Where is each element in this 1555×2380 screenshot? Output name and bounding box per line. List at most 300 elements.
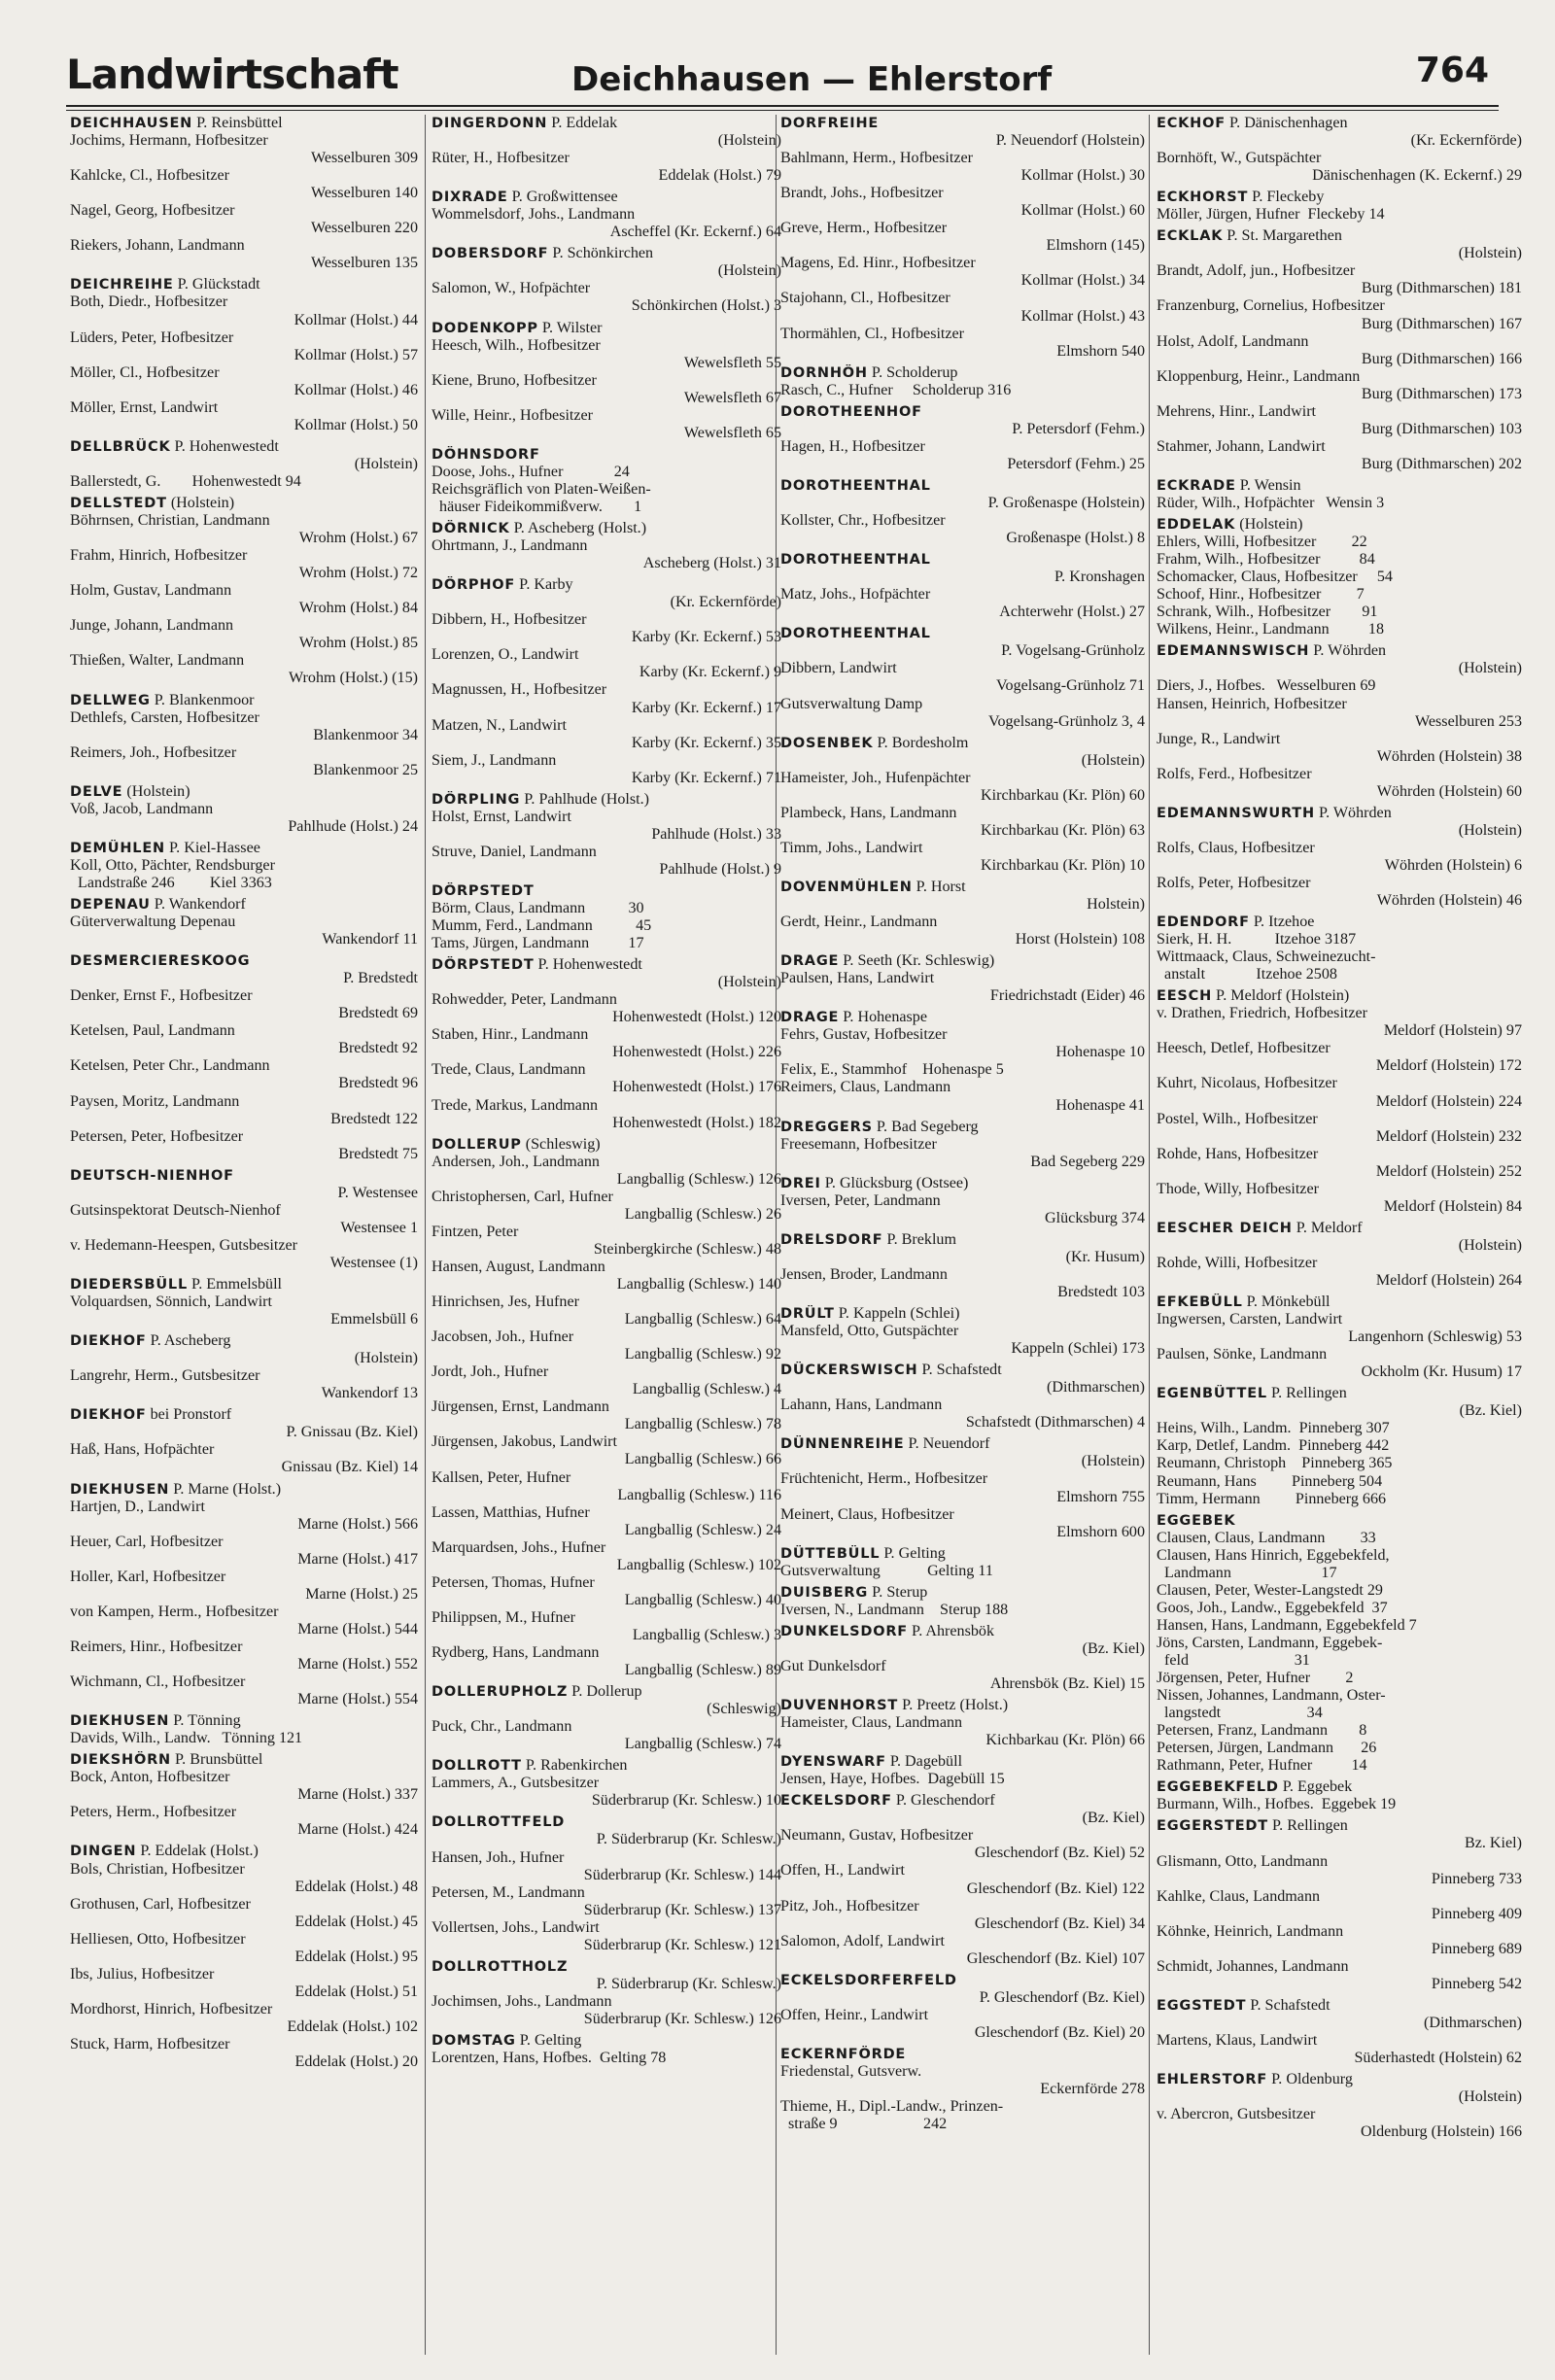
entry-location-line: Kirchbarkau (Kr. Plön) 10 xyxy=(981,856,1145,874)
entry-location-line: Petersdorf (Fehm.) 25 xyxy=(1007,455,1145,472)
entry-line: Lüders, Peter, Hofbesitzer xyxy=(70,328,234,346)
place-postal-info: P. Ascheberg xyxy=(146,1332,231,1350)
place-name: DÜNNENREIHE xyxy=(780,1436,905,1453)
place-heading xyxy=(432,320,781,337)
entry-location-line: Meldorf (Holstein) 252 xyxy=(1375,1162,1522,1180)
place-heading xyxy=(70,1332,418,1350)
place-heading xyxy=(432,189,781,206)
entry-location-line: Marne (Holst.) 417 xyxy=(297,1550,418,1568)
entry-line: Plambeck, Hans, Landmann xyxy=(780,804,957,821)
entry-line: Staben, Hinr., Landmann xyxy=(432,1026,589,1044)
entry-location-line: Eddelak (Holst.) 20 xyxy=(294,2053,418,2071)
page-header xyxy=(66,51,1497,109)
place-postal-info: P. Wankendorf xyxy=(150,896,246,914)
place-postal-info: P. Blankenmoor xyxy=(150,691,255,708)
entry-location-line: Karby (Kr. Eckernf.) 9 xyxy=(639,664,781,681)
place-name: DYENSWARF xyxy=(780,1754,886,1771)
place-postal-info: bei Pronstorf xyxy=(146,1406,232,1424)
entry-line: Rüder, Wilh., Hofpächter Wensin 3 xyxy=(1157,494,1385,511)
entry-location-line: Kollmar (Holst.) 34 xyxy=(1020,272,1145,290)
place-heading xyxy=(1157,516,1522,534)
entry-line: Bock, Anton, Hofbesitzer xyxy=(70,1769,230,1786)
entry-location-line: P. Süderbrarup (Kr. Schlesw.) xyxy=(596,1975,781,1992)
entry-location-line: Bredstedt 122 xyxy=(330,1110,418,1127)
entry-location-line: Gnissau (Bz. Kiel) 14 xyxy=(281,1459,418,1476)
entry-line: Wommelsdorf, Johs., Landmann xyxy=(432,206,636,224)
entry-location-line: Holstein) xyxy=(1087,896,1145,914)
place-heading xyxy=(780,551,1145,569)
entry-line: Helliesen, Otto, Hofbesitzer xyxy=(70,1930,246,1948)
place-heading xyxy=(70,1481,418,1499)
entry-line: Neumann, Gustav, Hofbesitzer xyxy=(780,1827,974,1845)
entry-location-line: Elmshorn 600 xyxy=(1056,1523,1145,1540)
place-heading xyxy=(70,115,418,132)
entry-location-line: Karby (Kr. Eckernf.) 35 xyxy=(631,734,781,751)
entry-location-line: (Holstein) xyxy=(354,1350,418,1367)
entry-line: Güterverwaltung Depenau xyxy=(70,914,236,931)
entry-line: Schrank, Wilh., Hofbesitzer 91 xyxy=(1157,604,1378,621)
entry-line: Hansen, Hans, Landmann, Eggebekfeld 7 xyxy=(1157,1616,1417,1634)
entry-line: langstedt 34 xyxy=(1157,1705,1323,1722)
entry-line: Holst, Adolf, Landmann xyxy=(1157,332,1309,350)
entry-location-line: Langballig (Schlesw.) 24 xyxy=(624,1521,781,1538)
entry-location-line: Kollmar (Holst.) 44 xyxy=(294,311,418,328)
entry-line: Jürgensen, Ernst, Landmann xyxy=(432,1398,609,1416)
place-heading xyxy=(1157,189,1522,206)
entry-line: Timm, Hermann Pinneberg 666 xyxy=(1157,1490,1387,1507)
entry-location-line: Pinneberg 689 xyxy=(1431,1940,1522,1957)
entry-location-line: (Kr. Eckernförde) xyxy=(1410,132,1522,150)
place-name: DORFREIHE xyxy=(780,116,880,131)
entry-line: Stuck, Harm, Hofbesitzer xyxy=(70,2035,230,2052)
place-name: DOMSTAG xyxy=(432,2032,516,2049)
entry-line: Goos, Joh., Landw., Eggebekfeld 37 xyxy=(1157,1599,1388,1616)
place-heading xyxy=(1157,477,1522,495)
entry-line: häuser Fideikommißverw. 1 xyxy=(432,498,642,515)
entry-location-line: Wrohm (Holst.) (15) xyxy=(289,670,418,687)
entry-location-line: Eddelak (Holst.) 45 xyxy=(294,1913,418,1930)
entry-line: Offen, H., Landwirt xyxy=(780,1862,905,1880)
place-name: DRÜLT xyxy=(780,1306,835,1323)
entry-location-line: Kollmar (Holst.) 50 xyxy=(294,416,418,433)
place-postal-info: P. Oldenburg xyxy=(1267,2071,1353,2088)
entry-location-line: Emmelsbüll 6 xyxy=(330,1311,418,1328)
entry-location-line: P. Süderbrarup (Kr. Schlesw.) xyxy=(596,1831,781,1848)
place-heading xyxy=(780,2046,1145,2063)
entry-line: Paysen, Moritz, Landmann xyxy=(70,1092,240,1110)
entry-line: Marquardsen, Johs., Hufner xyxy=(432,1538,606,1556)
entry-location-line: Wrohm (Holst.) 84 xyxy=(298,600,418,617)
entry-location-line: Hohenwestedt (Holst.) 176 xyxy=(612,1079,781,1096)
entry-line: Rüter, H., Hofbesitzer xyxy=(432,150,570,167)
entry-location-line: Ahrensbök (Bz. Kiel) 15 xyxy=(989,1674,1145,1692)
entry-line: Kiene, Bruno, Hofbesitzer xyxy=(432,371,597,389)
place-postal-info: P. Glückstadt xyxy=(173,276,260,293)
place-name: DOSENBEK xyxy=(780,735,874,751)
place-postal-info: P. Itzehoe xyxy=(1249,914,1315,931)
place-name: DIEDERSBÜLL xyxy=(70,1277,188,1293)
entry-line: Frahm, Wilh., Hofbesitzer 84 xyxy=(1157,551,1375,569)
entry-line: Franzenburg, Cornelius, Hofbesitzer xyxy=(1157,297,1385,315)
place-name: EDENDORF xyxy=(1157,914,1250,931)
entry-location-line: Burg (Dithmarschen) 173 xyxy=(1361,385,1522,402)
entry-location-line: P. Neuendorf (Holstein) xyxy=(995,132,1145,150)
place-name: EGENBÜTTEL xyxy=(1157,1386,1267,1402)
place-heading xyxy=(432,1683,781,1701)
entry-location-line: Bz. Kiel) xyxy=(1465,1835,1522,1852)
place-name: DOLLROTTFELD xyxy=(432,1814,566,1831)
place-heading xyxy=(780,1972,1145,1989)
entry-location-line: Meldorf (Holstein) 172 xyxy=(1375,1057,1522,1075)
entry-location-line: Ascheffel (Kr. Eckernf.) 64 xyxy=(609,224,781,241)
entry-location-line: Bredstedt 103 xyxy=(1057,1284,1145,1300)
place-postal-info: P. Hohenwestedt xyxy=(534,956,642,974)
entry-line: Früchtenicht, Herm., Hofbesitzer xyxy=(780,1470,988,1488)
entry-line: v. Drathen, Friedrich, Hofbesitzer xyxy=(1157,1005,1368,1022)
place-postal-info: P. St. Margarethen xyxy=(1223,227,1342,245)
entry-line: Offen, Heinr., Landwirt xyxy=(780,2006,929,2023)
place-heading xyxy=(780,1623,1145,1640)
place-postal-info: (Holstein) xyxy=(122,782,190,800)
entry-line: Clausen, Claus, Landmann 33 xyxy=(1157,1529,1376,1546)
entry-line: Lorenzen, O., Landwirt xyxy=(432,646,579,664)
entry-line: Kloppenburg, Heinr., Landmann xyxy=(1157,367,1361,385)
entry-location-line: Langballig (Schlesw.) 4 xyxy=(632,1381,781,1398)
place-name: DÖRPSTEDT xyxy=(432,957,535,974)
place-heading xyxy=(1157,914,1522,931)
entry-line: Wilkens, Heinr., Landmann 18 xyxy=(1157,621,1385,638)
entry-line: Langrehr, Herm., Gutsbesitzer xyxy=(70,1367,260,1385)
entry-line: Matzen, N., Landwirt xyxy=(432,716,567,734)
entry-location-line: Blankenmoor 25 xyxy=(313,761,418,778)
place-postal-info: P. Schafstedt xyxy=(1246,1996,1330,2014)
entry-line: Landmann 17 xyxy=(1157,1564,1337,1581)
place-heading xyxy=(432,520,781,537)
entry-location-line: Wrohm (Holst.) 67 xyxy=(298,530,418,547)
entry-line: Rasch, C., Hufner Scholderup 316 xyxy=(780,381,1012,398)
entry-location-line: Wewelsfleth 55 xyxy=(683,354,781,371)
place-postal-info: P. Tönning xyxy=(169,1712,241,1730)
entry-location-line: (Bz. Kiel) xyxy=(1082,1639,1145,1657)
entry-line: Karp, Detlef, Landm. Pinneberg 442 xyxy=(1157,1437,1390,1455)
entry-location-line: (Holstein) xyxy=(354,455,418,472)
place-postal-info: P. Gelting xyxy=(515,2031,582,2049)
place-heading xyxy=(780,115,1145,132)
place-name: DOBERSDORF xyxy=(432,246,549,262)
entry-line: Hansen, Heinrich, Hofbesitzer xyxy=(1157,695,1347,712)
entry-line: Petersen, Peter, Hofbesitzer xyxy=(70,1127,244,1145)
entry-location-line: Wesselburen 220 xyxy=(311,220,418,237)
entry-location-line: Dänischenhagen (K. Eckernf.) 29 xyxy=(1312,167,1522,185)
entry-location-line: Steinbergkirche (Schlesw.) 48 xyxy=(593,1240,781,1258)
entry-location-line: Eddelak (Holst.) 51 xyxy=(294,1983,418,2000)
entry-line: Bornhöft, W., Gutspächter xyxy=(1157,150,1322,167)
entry-location-line: Marne (Holst.) 566 xyxy=(297,1515,418,1533)
entry-line: Fintzen, Peter xyxy=(432,1223,519,1240)
entry-line: Andersen, Joh., Landmann xyxy=(432,1153,600,1170)
entry-line: Peters, Herm., Hofbesitzer xyxy=(70,1804,237,1821)
entry-location-line: Langballig (Schlesw.) 66 xyxy=(624,1451,781,1468)
place-postal-info: P. Meldorf xyxy=(1292,1219,1363,1236)
place-name: DOROTHEENTHAL xyxy=(780,552,931,569)
entry-location-line: Wewelsfleth 67 xyxy=(683,389,781,406)
place-name: ECKHORST xyxy=(1157,190,1249,206)
place-postal-info: P. Eddelak (Holst.) xyxy=(136,1843,259,1860)
entry-line: Magens, Ed. Hinr., Hofbesitzer xyxy=(780,255,976,272)
entry-location-line: Pahlhude (Holst.) 24 xyxy=(288,817,418,835)
place-name: DELLSTEDT xyxy=(70,495,167,511)
place-name: DELLWEG xyxy=(70,692,151,708)
entry-location-line: (Kr. Eckernförde) xyxy=(670,594,781,611)
entry-line: Köhnke, Heinrich, Landmann xyxy=(1157,1922,1344,1940)
entry-line: Holm, Gustav, Landmann xyxy=(70,582,232,600)
place-name: DÖRPLING xyxy=(432,791,521,808)
column-divider xyxy=(425,115,426,2355)
place-name: ECKHOF xyxy=(1157,116,1226,131)
place-postal-info: P. Meldorf (Holstein) xyxy=(1212,987,1350,1005)
place-name: DOLLROTT xyxy=(432,1758,522,1775)
entry-line: Doose, Johs., Hufner 24 xyxy=(432,463,630,480)
place-name: DEICHREIHE xyxy=(70,277,174,293)
place-postal-info: P. Dollerup xyxy=(568,1683,642,1701)
entry-location-line: Süderbrarup (Kr. Schlesw.) 10 xyxy=(591,1792,781,1810)
place-heading xyxy=(780,1305,1145,1323)
entry-line: von Kampen, Herm., Hofbesitzer xyxy=(70,1603,279,1620)
entry-location-line: Marne (Holst.) 554 xyxy=(297,1691,418,1708)
entry-line: Kahlke, Claus, Landmann xyxy=(1157,1887,1321,1905)
entry-location-line: P. Großenaspe (Holstein) xyxy=(987,494,1145,511)
place-name: DEUTSCH-NIENHOF xyxy=(70,1167,234,1184)
entry-line: Reumann, Christoph Pinneberg 365 xyxy=(1157,1455,1393,1472)
entry-location-line: Vogelsang-Grünholz 3, 4 xyxy=(987,712,1145,730)
entry-line: Reimers, Joh., Hofbesitzer xyxy=(70,743,237,761)
entry-location-line: Marne (Holst.) 552 xyxy=(297,1655,418,1673)
entry-location-line: Oldenburg (Holstein) 166 xyxy=(1361,2123,1522,2141)
entry-line: Bahlmann, Herm., Hofbesitzer xyxy=(780,150,973,167)
place-name: DRAGE xyxy=(780,1010,840,1026)
place-heading xyxy=(70,896,418,914)
entry-location-line: Pahlhude (Holst.) 33 xyxy=(651,825,781,843)
entry-location-line: Kirchbarkau (Kr. Plön) 63 xyxy=(981,821,1145,839)
place-postal-info: P. Sterup xyxy=(868,1583,928,1601)
place-heading xyxy=(70,952,418,970)
entry-line: Vollertsen, Johs., Landwirt xyxy=(432,1918,600,1936)
place-name: DOLLERUPHOLZ xyxy=(432,1684,569,1701)
place-name: EGGERSTEDT xyxy=(1157,1818,1268,1835)
entry-line: v. Abercron, Gutsbesitzer xyxy=(1157,2106,1316,2123)
place-heading xyxy=(1157,227,1522,245)
place-name: ECKRADE xyxy=(1157,477,1236,494)
entry-line: Martens, Klaus, Landwirt xyxy=(1157,2031,1318,2049)
place-postal-info: P. Ascheberg (Holst.) xyxy=(509,520,647,537)
place-name: EESCHER DEICH xyxy=(1157,1220,1293,1236)
entry-location-line: Burg (Dithmarschen) 181 xyxy=(1361,280,1522,297)
place-postal-info: P. Bordesholm xyxy=(873,734,969,751)
place-heading xyxy=(1157,2071,1522,2088)
place-postal-info: P. Reinsbüttel xyxy=(192,115,283,131)
entry-line: Sierk, H. H. Itzehoe 3187 xyxy=(1157,931,1357,949)
entry-location-line: Kollmar (Holst.) 60 xyxy=(1020,202,1145,220)
entry-location-line: Wesselburen 253 xyxy=(1415,712,1522,730)
entry-line: Jensen, Haye, Hofbes. Dagebüll 15 xyxy=(780,1771,1005,1788)
header-rule xyxy=(66,105,1499,107)
place-postal-info: P. Wöhrden xyxy=(1309,642,1387,660)
place-heading xyxy=(70,1843,418,1860)
entry-location-line: Westensee 1 xyxy=(340,1219,418,1236)
entry-location-line: Hohenwestedt (Holst.) 226 xyxy=(612,1044,781,1061)
directory-column-4 xyxy=(1157,115,1522,2360)
entry-location-line: Wankendorf 13 xyxy=(321,1385,418,1402)
entry-location-line: Ockholm (Kr. Husum) 17 xyxy=(1361,1363,1522,1381)
entry-location-line: Langballig (Schlesw.) 3 xyxy=(632,1626,781,1643)
entry-line: Ohrtmann, J., Landmann xyxy=(432,537,588,555)
entry-location-line: (Dithmarschen) xyxy=(1047,1379,1145,1397)
place-heading xyxy=(70,438,418,456)
place-postal-info: P. Gelting xyxy=(880,1544,946,1562)
entry-location-line: Meldorf (Holstein) 84 xyxy=(1383,1197,1522,1215)
place-heading xyxy=(780,1545,1145,1563)
place-name: DELVE xyxy=(70,783,123,800)
place-name: DORNHÖH xyxy=(780,364,868,381)
entry-line: Rohwedder, Peter, Landmann xyxy=(432,991,617,1009)
page-range-title: Deichhausen — Ehlerstorf xyxy=(571,60,1053,99)
place-heading xyxy=(780,879,1145,896)
entry-location-line: Schönkirchen (Holst.) 3 xyxy=(631,297,781,315)
entry-line: Reimers, Claus, Landmann xyxy=(780,1079,951,1096)
place-postal-info: P. Karby xyxy=(515,576,573,594)
entry-line: Ibs, Julius, Hofbesitzer xyxy=(70,1965,215,1983)
entry-location-line: Eddelak (Holst.) 48 xyxy=(294,1878,418,1895)
place-heading xyxy=(1157,1817,1522,1835)
place-heading xyxy=(432,882,781,900)
place-heading xyxy=(70,495,418,512)
place-heading xyxy=(432,1813,781,1831)
place-name: EHLERSTORF xyxy=(1157,2072,1268,2088)
entry-line: Bols, Christian, Hofbesitzer xyxy=(70,1860,245,1878)
entry-location-line: Wrohm (Holst.) 85 xyxy=(298,635,418,652)
entry-location-line: (Holstein) xyxy=(1458,660,1522,677)
entry-location-line: Bredstedt 75 xyxy=(338,1145,418,1162)
entry-location-line: P. Petersdorf (Fehm.) xyxy=(1012,420,1145,437)
entry-line: Thode, Willy, Hofbesitzer xyxy=(1157,1180,1319,1197)
entry-line: Koll, Otto, Pächter, Rendsburger xyxy=(70,856,275,874)
entry-line: Grothusen, Carl, Hofbesitzer xyxy=(70,1895,251,1913)
entry-line: Rathmann, Peter, Hufner 14 xyxy=(1157,1757,1367,1775)
entry-location-line: Meldorf (Holstein) 232 xyxy=(1375,1127,1522,1145)
place-heading xyxy=(1157,805,1522,822)
entry-location-line: (Holstein) xyxy=(717,262,781,280)
entry-location-line: Eddelak (Holst.) 95 xyxy=(294,1948,418,1965)
entry-line: Lahann, Hans, Landmann xyxy=(780,1397,943,1414)
entry-location-line: (Dithmarschen) xyxy=(1424,2014,1522,2031)
entry-line: Thieme, H., Dipl.-Landw., Prinzen- xyxy=(780,2098,1004,2116)
entry-line: Salomon, W., Hofpächter xyxy=(432,280,591,297)
place-name: EDEMANNSWISCH xyxy=(1157,643,1310,660)
entry-line: Gutsinspektorat Deutsch-Nienhof xyxy=(70,1201,281,1219)
entry-location-line: Burg (Dithmarschen) 167 xyxy=(1361,315,1522,332)
entry-line: Hinrichsen, Jes, Hufner xyxy=(432,1293,579,1311)
entry-line: Kuhrt, Nicolaus, Hofbesitzer xyxy=(1157,1075,1337,1092)
entry-location-line: Bredstedt 96 xyxy=(338,1075,418,1092)
entry-location-line: Kollmar (Holst.) 43 xyxy=(1020,307,1145,325)
entry-line: Siem, J., Landmann xyxy=(432,751,557,769)
entry-line: Reumann, Hans Pinneberg 504 xyxy=(1157,1472,1383,1490)
entry-line: Rohde, Hans, Hofbesitzer xyxy=(1157,1145,1319,1162)
entry-line: Stahmer, Johann, Landwirt xyxy=(1157,437,1326,455)
entry-location-line: Langballig (Schlesw.) 64 xyxy=(624,1311,781,1328)
place-postal-info: P. Fleckeby xyxy=(1248,189,1325,206)
place-name: DIXRADE xyxy=(432,190,508,206)
entry-line: Mordhorst, Hinrich, Hofbesitzer xyxy=(70,2000,273,2018)
entry-line: Mansfeld, Otto, Gutspächter xyxy=(780,1323,959,1340)
entry-line: feld 31 xyxy=(1157,1651,1310,1669)
entry-location-line: Burg (Dithmarschen) 202 xyxy=(1361,455,1522,472)
entry-line: Hartjen, D., Landwirt xyxy=(70,1498,205,1515)
place-name: DINGEN xyxy=(70,1844,137,1860)
entry-location-line: Marne (Holst.) 337 xyxy=(297,1786,418,1804)
place-name: DUNKELSDORF xyxy=(780,1623,909,1639)
entry-line: Meinert, Claus, Hofbesitzer xyxy=(780,1505,954,1523)
entry-line: Reichsgräflich von Platen-Weißen- xyxy=(432,480,651,498)
place-heading xyxy=(432,2032,781,2050)
entry-line: v. Hedemann-Heespen, Gutsbesitzer xyxy=(70,1236,298,1254)
entry-line: Haß, Hans, Hofpächter xyxy=(70,1441,215,1459)
place-heading xyxy=(70,1712,418,1730)
place-postal-info: P. Ahrensbök xyxy=(908,1622,994,1639)
entry-location-line: Gleschendorf (Bz. Kiel) 34 xyxy=(974,1914,1145,1932)
entry-location-line: P. Vogelsang-Grünholz xyxy=(1001,642,1145,660)
entry-line: Reimers, Hinr., Hofbesitzer xyxy=(70,1638,243,1655)
entry-line: Glismann, Otto, Landmann xyxy=(1157,1852,1329,1870)
place-heading xyxy=(1157,1512,1522,1530)
entry-line: Greve, Herm., Hofbesitzer xyxy=(780,220,948,237)
entry-location-line: (Bz. Kiel) xyxy=(1082,1810,1145,1827)
entry-location-line: P. Gleschendorf (Bz. Kiel) xyxy=(979,1988,1145,2006)
entry-line: Philippsen, M., Hufner xyxy=(432,1608,575,1626)
entry-line: Heins, Wilh., Landm. Pinneberg 307 xyxy=(1157,1420,1390,1437)
place-heading xyxy=(432,245,781,262)
place-heading xyxy=(432,576,781,594)
place-name: DÖRPSTEDT xyxy=(432,882,535,899)
entry-line: Junge, R., Landwirt xyxy=(1157,730,1281,747)
place-heading xyxy=(1157,115,1522,132)
entry-location-line: Wesselburen 140 xyxy=(311,185,418,202)
entry-line: Rydberg, Hans, Landmann xyxy=(432,1643,600,1661)
entry-line: Lassen, Matthias, Hufner xyxy=(432,1503,590,1521)
place-name: DRAGE xyxy=(780,953,840,970)
entry-line: Diers, J., Hofbes. Wesselburen 69 xyxy=(1157,677,1376,695)
entry-line: Schomacker, Claus, Hofbesitzer 54 xyxy=(1157,569,1393,586)
entry-line: Paulsen, Hans, Landwirt xyxy=(780,970,935,987)
entry-location-line: Ascheberg (Holst.) 31 xyxy=(642,555,781,572)
entry-line: Nissen, Johannes, Landmann, Oster- xyxy=(1157,1687,1386,1705)
entry-line: Both, Diedr., Hofbesitzer xyxy=(70,293,228,311)
entry-location-line: Hohenwestedt (Holst.) 120 xyxy=(612,1009,781,1026)
place-name: DÜTTEBÜLL xyxy=(780,1545,881,1562)
entry-line: Burmann, Wilh., Hofbes. Eggebek 19 xyxy=(1157,1796,1397,1813)
place-name: DESMERCIERESKOOG xyxy=(70,953,251,970)
entry-line: Rolfs, Claus, Hofbesitzer xyxy=(1157,839,1315,856)
entry-location-line: Wesselburen 309 xyxy=(311,150,418,167)
place-heading xyxy=(780,403,1145,421)
entry-line: Postel, Wilh., Hofbesitzer xyxy=(1157,1110,1318,1127)
entry-line: Wille, Heinr., Hofbesitzer xyxy=(432,406,594,424)
entry-line: Kollster, Chr., Hofbesitzer xyxy=(780,512,946,530)
entry-location-line: Langballig (Schlesw.) 26 xyxy=(624,1205,781,1223)
entry-location-line: Elmshorn 540 xyxy=(1056,342,1145,360)
place-name: DEICHHAUSEN xyxy=(70,116,193,131)
place-postal-info: P. Glücksburg (Ostsee) xyxy=(820,1174,969,1191)
